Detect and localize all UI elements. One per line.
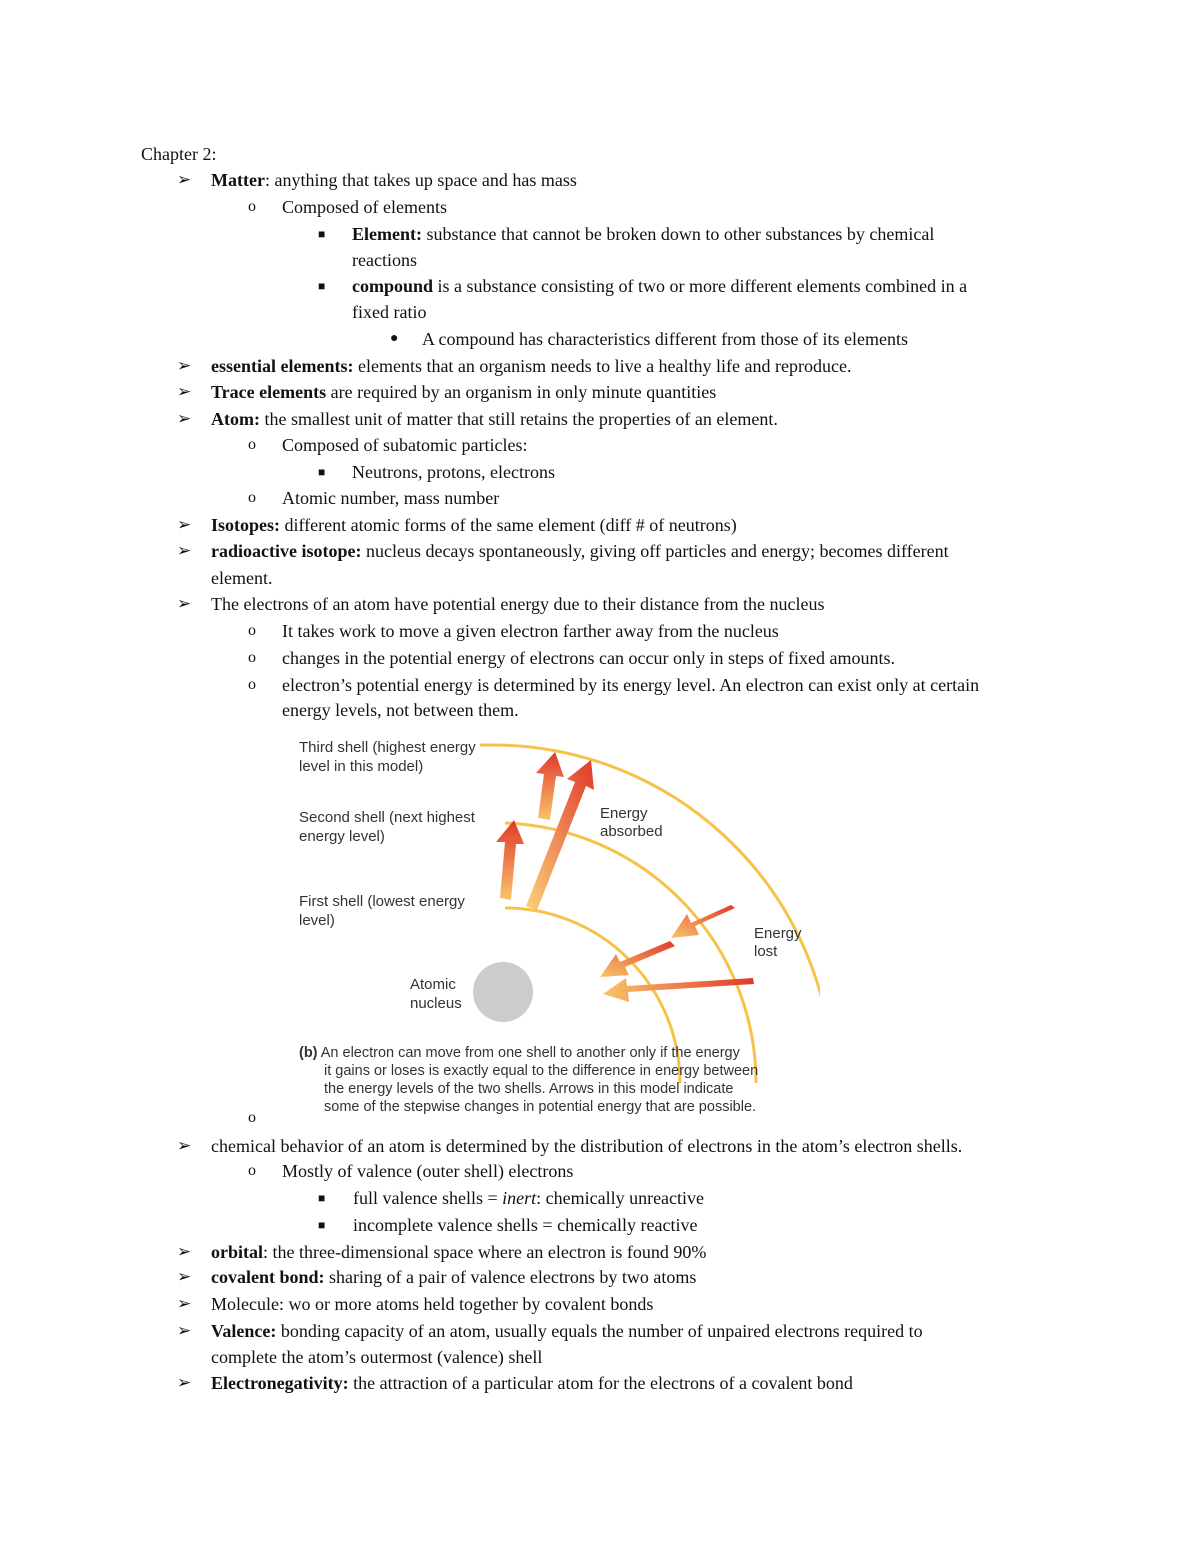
radioactive-item [211, 538, 949, 564]
second-shell-arc [505, 823, 756, 1083]
definition: substance that cannot be broken down to other substances by chemical [421, 224, 935, 244]
definition: sharing of a pair of valence electrons by two atoms [324, 1267, 697, 1287]
definition: different atomic forms of the same element (diff # of neutrons) [280, 515, 737, 535]
arrow-bullet: ➢ [177, 1373, 192, 1392]
energy-shell-diagram [280, 730, 820, 1125]
definition: the smallest unit of matter that still retains the properties of an element. [259, 409, 778, 429]
term: Valence: [211, 1321, 277, 1341]
orbital-item [211, 1239, 706, 1265]
valence-electrons-item: Mostly of valence (outer shell) electrons [282, 1161, 574, 1181]
full-valence-item [353, 1185, 704, 1211]
caption-line: it gains or loses is exactly equal to the difference in energy between [324, 1063, 759, 1079]
element-item-cont: reactions [352, 250, 417, 270]
arrow-second-to-third [536, 752, 564, 820]
subatomic-item: Composed of subatomic particles: [282, 435, 528, 455]
arrow-bullet: ➢ [177, 594, 192, 613]
term: orbital [211, 1242, 263, 1262]
term: Element: [352, 224, 422, 244]
definition: is a substance consisting of two or more different elements combined in a [433, 276, 968, 296]
arrow-second-to-first [600, 941, 675, 977]
definition: bonding capacity of an atom, usually equals the number of unpaired electrons required to [276, 1321, 923, 1341]
arrow-bullet: ➢ [177, 541, 192, 560]
definition: : the three-dimensional space where an electron is found 90% [263, 1242, 707, 1262]
figure-caption [299, 1045, 741, 1061]
atomic-number-item: Atomic number, mass number [282, 488, 500, 508]
definition: the attraction of a particular atom for the electrons of a covalent bond [348, 1373, 853, 1393]
composed-elements-item: Composed of elements [282, 197, 447, 217]
arrow-bullet: ➢ [177, 1242, 192, 1261]
arrow-bullet: ➢ [177, 356, 192, 375]
dot-bullet: ● [390, 331, 399, 346]
potential-item: The electrons of an atom have potential energy due to their distance from the nucleus [211, 594, 825, 614]
isotopes-item [211, 512, 737, 538]
first-shell-label: level) [299, 912, 335, 929]
work-item: It takes work to move a given electron farther away from the nucleus [282, 621, 779, 641]
circle-bullet: o [248, 1109, 256, 1126]
second-shell-label: energy level) [299, 828, 385, 845]
arrow-third-to-second [671, 905, 735, 938]
circle-bullet: o [248, 649, 256, 666]
chapter-heading: Chapter 2: [141, 144, 217, 164]
arrow-bullet: ➢ [177, 1321, 192, 1340]
definition: nucleus decays spontaneously, giving off particles and energy; becomes different [361, 541, 949, 561]
incomplete-valence-item: incomplete valence shells = chemically reactive [353, 1215, 698, 1235]
molecule-item: Molecule: wo or more atoms held together by covalent bonds [211, 1294, 654, 1314]
inert-term: inert [502, 1188, 537, 1208]
compound-item-cont: fixed ratio [352, 302, 427, 322]
atomic-nucleus-circle [473, 962, 533, 1022]
essential-item [211, 353, 851, 379]
radioactive-item-cont: element. [211, 568, 273, 588]
square-bullet: ■ [318, 227, 326, 241]
arrow-bullet: ➢ [177, 170, 192, 189]
element-item [352, 221, 934, 247]
square-bullet: ■ [318, 465, 326, 479]
arrow-first-to-second [496, 820, 524, 900]
definition: : anything that takes up space and has mass [264, 170, 577, 190]
term: covalent bond: [211, 1267, 325, 1287]
arrow-first-to-third [526, 760, 594, 910]
term: Isotopes: [211, 515, 281, 535]
caption-line: the energy levels of the two shells. Arrows in this model indicate [324, 1081, 734, 1097]
term: Atom: [211, 409, 260, 429]
square-bullet: ■ [318, 1218, 326, 1232]
circle-bullet: o [248, 676, 256, 693]
energy-level-item-cont: energy levels, not between them. [282, 700, 519, 720]
square-bullet: ■ [318, 279, 326, 293]
third-shell-label: level in this model) [299, 758, 424, 775]
nucleus-label: Atomic [410, 976, 456, 993]
text: : chemically unreactive [536, 1188, 705, 1208]
caption-line: some of the stepwise changes in potential energy that are possible. [324, 1099, 757, 1115]
circle-bullet: o [248, 436, 256, 453]
term: Electronegativity: [211, 1373, 349, 1393]
covalent-item [211, 1264, 696, 1290]
first-shell-label: First shell (lowest energy [299, 893, 465, 910]
term: essential elements: [211, 356, 354, 376]
electronegativity-item [211, 1370, 853, 1396]
caption-label: (b) [299, 1045, 318, 1061]
energy-absorbed-label: Energy [600, 805, 648, 822]
caption-line: An electron can move from one shell to another only if the energy [317, 1045, 740, 1061]
energy-absorbed-label: absorbed [600, 823, 663, 840]
square-bullet: ■ [318, 1191, 326, 1205]
text: full valence shells = [353, 1188, 503, 1208]
compound-note: A compound has characteristics different from those of its elements [422, 329, 909, 349]
arrow-bullet: ➢ [177, 1267, 192, 1286]
arrow-bullet: ➢ [177, 1136, 192, 1155]
third-shell-label: Third shell (highest energy [299, 739, 476, 756]
circle-bullet: o [248, 489, 256, 506]
circle-bullet: o [248, 622, 256, 639]
second-shell-label: Second shell (next highest [299, 809, 475, 826]
matter-item [211, 167, 577, 193]
changes-item: changes in the potential energy of electrons can occur only in steps of fixed amounts. [282, 648, 895, 668]
circle-bullet: o [248, 198, 256, 215]
definition: elements that an organism needs to live a healthy life and reproduce. [353, 356, 852, 376]
chemical-behavior-item: chemical behavior of an atom is determined by the distribution of electrons in the atom’s electron shells. [211, 1136, 963, 1156]
energy-lost-label: Energy [754, 925, 802, 942]
term: compound [352, 276, 434, 296]
particles-item: Neutrons, protons, electrons [352, 462, 555, 482]
definition: are required by an organism in only minute quantities [326, 382, 717, 402]
atom-item [211, 406, 778, 432]
valence-item [211, 1318, 923, 1344]
compound-item [352, 273, 967, 299]
term: Trace elements [211, 382, 327, 402]
arrow-bullet: ➢ [177, 1294, 192, 1313]
energy-shell-figure [280, 730, 820, 1125]
nucleus-label: nucleus [410, 995, 462, 1012]
circle-bullet: o [248, 1162, 256, 1179]
term: radioactive isotope: [211, 541, 362, 561]
energy-level-item: electron’s potential energy is determined by its energy level. An electron can exist only at certain [282, 675, 980, 695]
energy-lost-label: lost [754, 943, 778, 960]
arrow-bullet: ➢ [177, 515, 192, 534]
arrow-bullet: ➢ [177, 409, 192, 428]
valence-item-cont: complete the atom’s outermost (valence) shell [211, 1347, 543, 1367]
arrow-bullet: ➢ [177, 382, 192, 401]
term: Matter [211, 170, 265, 190]
trace-item [211, 379, 716, 405]
arrow-third-to-first [603, 978, 754, 1002]
